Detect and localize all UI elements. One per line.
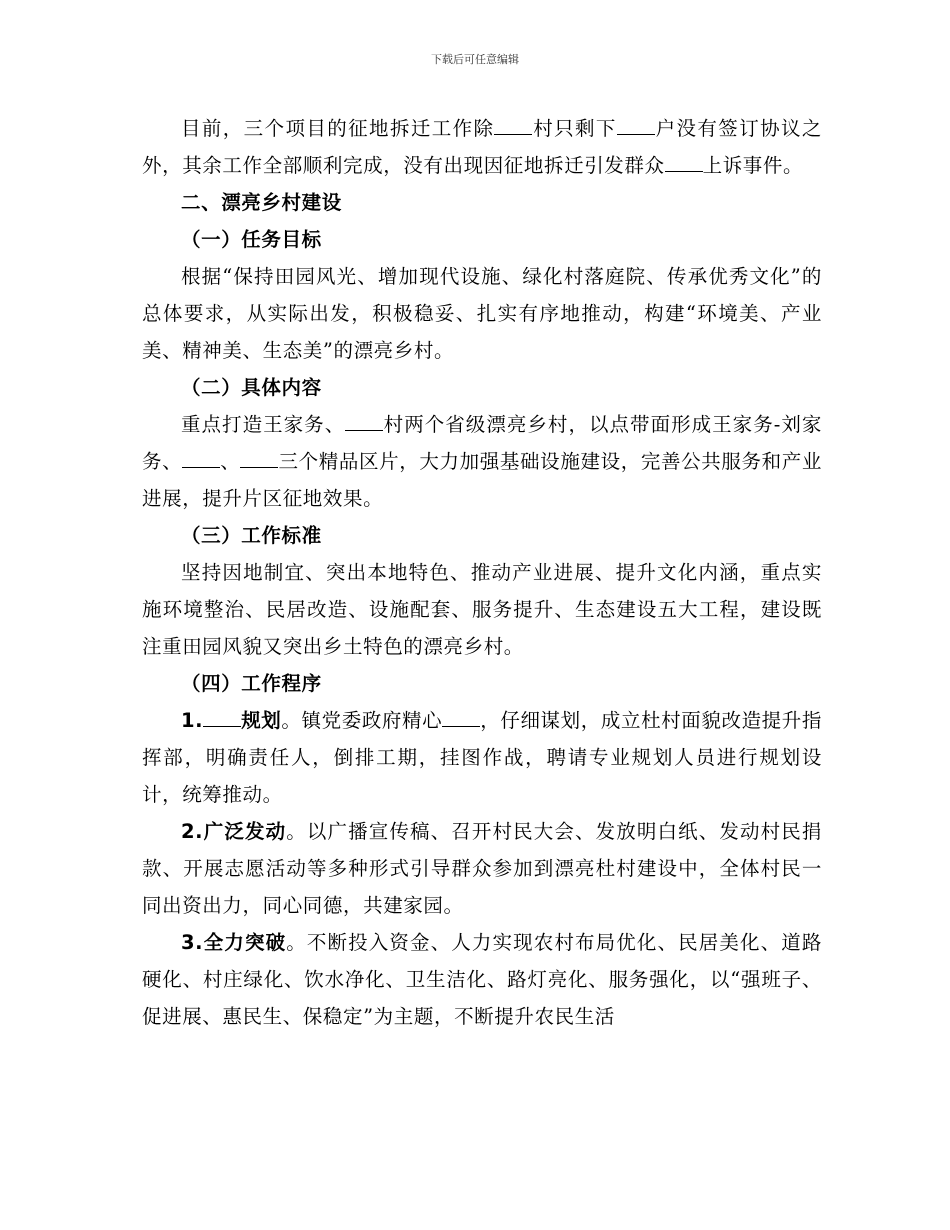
subsection-heading-content: （二）具体内容: [181, 376, 322, 399]
item-number: 3.: [181, 931, 204, 954]
paragraph-content: [142, 406, 822, 517]
subsection-heading-standards: （三）工作标准: [181, 524, 322, 547]
item-number: 2.: [181, 820, 204, 843]
item-title: 广泛发动: [203, 820, 287, 843]
item-number: 1.: [181, 709, 204, 732]
paragraph-standards: 坚持因地制宜、突出本地特色、推动产业进展、提升文化内涵，重点实施环境整治、民居改造、设施配套、服务提升、生态建设五大工程，建设既注重田园风貌又突出乡土特色的漂亮乡村。: [142, 561, 822, 658]
text-segment: 上诉事件。: [702, 154, 804, 177]
text-segment: 。镇党委政府精心: [281, 709, 443, 732]
item-title: 全力突破: [203, 931, 287, 954]
text-segment: 目前，三个项目的征地拆迁工作除: [181, 117, 495, 140]
text-segment: 村只剩下: [532, 117, 617, 140]
blank-field: [203, 708, 241, 727]
section-heading: 二、漂亮乡村建设: [181, 191, 342, 214]
text-segment: 。以广播宣传稿、召开村民大会、发放明白纸、发动村民捐款、开展志愿活动等多种形式引导群众参加到漂亮杜村建设中，全体村民一同出资出力，同心同德，共建家园。: [142, 820, 822, 917]
blank-field: [182, 449, 220, 468]
document-body: [142, 110, 822, 1035]
text-segment: 重点打造王家务、: [181, 413, 346, 436]
subsection-heading-goals: （一）任务目标: [181, 228, 322, 251]
blank-field: [617, 116, 655, 135]
text-segment: 。不断投入资金、人力实现农村布局优化、民居美化、道路硬化、村庄绿化、饮水净化、卫生洁化、路灯亮化、服务强化，以“强班子、促进展、惠民生、保稳定”为主题，不断提升农民生活: [142, 931, 822, 1028]
blank-field: [240, 449, 278, 468]
paragraph-demolition-status: [142, 110, 822, 184]
blank-field: [442, 708, 480, 727]
procedure-item-3: [142, 924, 822, 1035]
subsection-heading-procedure: （四）工作程序: [181, 672, 322, 695]
blank-field: [494, 116, 532, 135]
text-segment: ，仔细谋划，成立杜村面貌改造提升指挥部，明确责任人，倒排工期，挂图作战，聘请专业规划人员进行规划设计，统筹推动。: [142, 709, 822, 806]
blank-field: [345, 412, 383, 431]
text-segment: 三个精品区片，大力加强基础设施建设，完善公共服务和产业进展，提升片区征地效果。: [142, 450, 822, 510]
item-title: 规划: [241, 709, 282, 732]
text-segment: 、: [220, 450, 241, 473]
procedure-item-2: [142, 813, 822, 924]
text-segment: 村两个省级漂亮乡村，以点带面形成王家务-刘家务、: [142, 413, 822, 473]
procedure-item-1: [142, 702, 822, 813]
page-header: 下载后可任意编辑: [431, 53, 519, 66]
paragraph-goals: 根据“保持田园风光、增加现代设施、绿化村落庭院、传承优秀文化”的总体要求，从实际出发，积极稳妥、扎实有序地推动，构建“环境美、产业美、精神美、生态美”的漂亮乡村。: [142, 265, 822, 362]
blank-field: [665, 153, 703, 172]
text-segment: 户没有签订协议之外，其余工作全部顺利完成，没有出现因征地拆迁引发群众: [142, 117, 822, 177]
